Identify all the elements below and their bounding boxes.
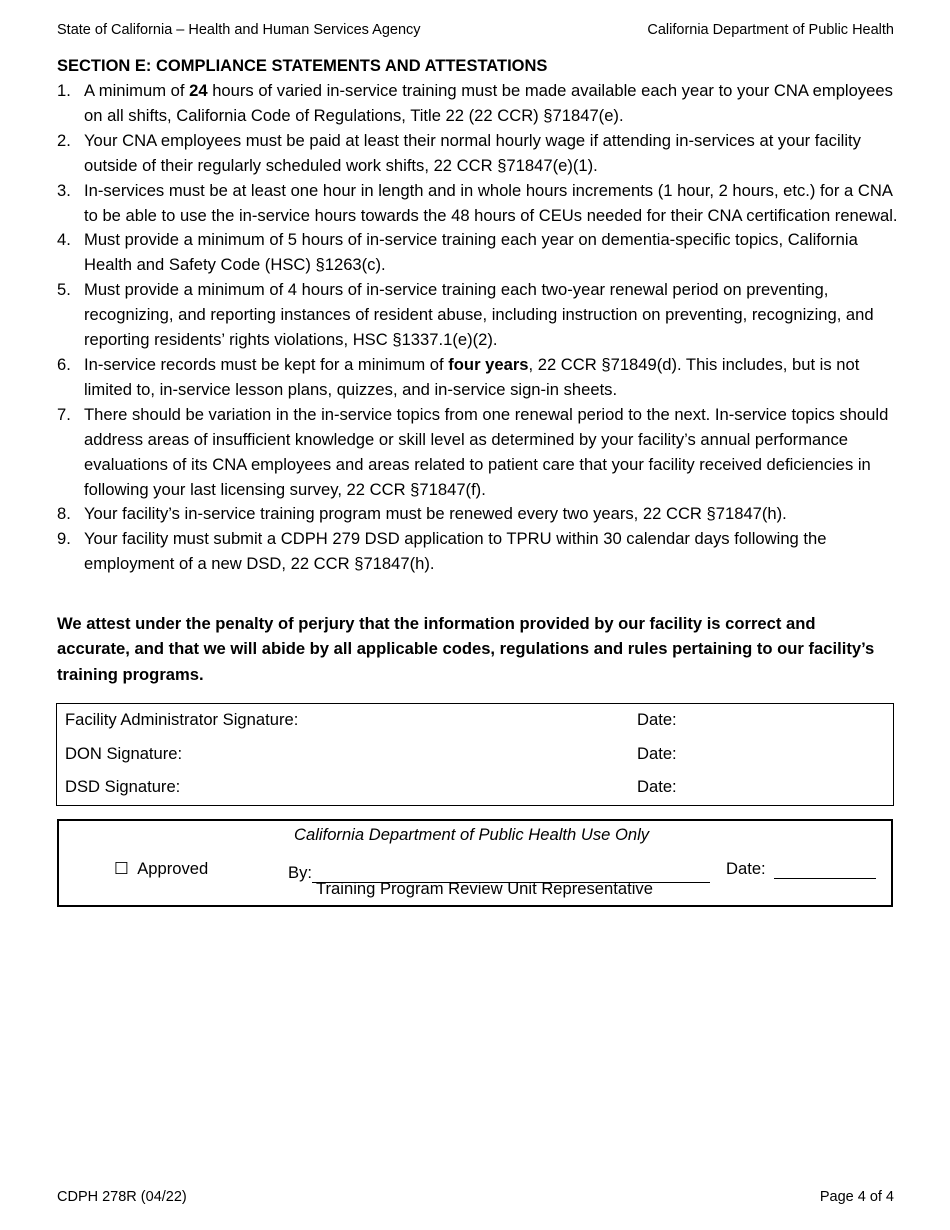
signature-box — [56, 703, 894, 806]
cdph-date-line[interactable] — [774, 862, 876, 879]
don-signature-field[interactable]: DON Signature: — [65, 744, 183, 763]
list-item: 4. Must provide a minimum of 5 hours of in-service training each year on dementia-specific topics, California Health and Safety Code (HSC) §1263(c). — [57, 230, 858, 275]
page-number: Page 4 of 4 — [819, 1189, 894, 1205]
administrator-signature-field[interactable]: Facility Administrator Signature: — [65, 710, 299, 729]
cdph-use-only-box — [57, 819, 893, 907]
department-header: California Department of Public Health — [647, 22, 894, 38]
list-item: 3. In-services must be at least one hour in length and in whole hours increments (1 hour, 2 hours, etc.) for a CNA to be able to use the in-service hours towards the 48 hours of CEUs needed for their CNA certification renewal. — [57, 180, 898, 225]
representative-label: Training Program Review Unit Representative — [316, 879, 653, 898]
form-number: CDPH 278R (04/22) — [57, 1189, 187, 1205]
list-item: 2. Your CNA employees must be paid at least their normal hourly wage if attending in-services at your facility outside of their regularly scheduled work shifts, 22 CCR §71847(e)(1). — [57, 130, 861, 175]
list-item: 1. A minimum of 24 hours of varied in-service training must be made available each year to your CNA employees on all shifts, California Code of Regulations, Title 22 (22 CCR) §71847(e). — [57, 81, 893, 125]
list-item: 6. In-service records must be kept for a minimum of four years, 22 CCR §71849(d). This includes, but is not limited to, in-service lesson plans, quizzes, and in-service sign-in sheets. — [57, 354, 860, 399]
agency-header: State of California – Health and Human Services Agency — [57, 22, 421, 38]
checkbox-icon[interactable]: ☐ — [114, 859, 129, 878]
compliance-list — [57, 79, 902, 577]
cdph-date-label: Date: — [726, 859, 766, 878]
list-item: 7. There should be variation in the in-service topics from one renewal period to the next. In-service topics should address areas of insufficient knowledge or skill level as determined by your facility’s annual performance evaluations of its CNA employees and areas related to patient care that your facility received deficiencies in following your last licensing survey, 22 CCR §71847(f). — [57, 404, 889, 499]
administrator-date-field[interactable]: Date: — [637, 710, 677, 729]
list-item: 8. Your facility’s in-service training program must be renewed every two years, 22 CCR §71847(h). — [57, 504, 787, 524]
section-title: SECTION E: COMPLIANCE STATEMENTS AND ATTESTATIONS — [57, 57, 548, 75]
by-label: By: — [288, 863, 312, 882]
list-item: 5. Must provide a minimum of 4 hours of in-service training each two-year renewal period on preventing, recognizing, and reporting instances of resident abuse, including instruction on preventing, recognizing, and reporting residents’ rights violations, HSC §1337.1(e)(2). — [57, 280, 874, 350]
don-date-field[interactable]: Date: — [637, 744, 677, 763]
cdph-date-field[interactable] — [726, 859, 876, 879]
approved-checkbox[interactable] — [114, 859, 208, 879]
approved-label: Approved — [137, 859, 209, 878]
attestation-statement: We attest under the penalty of perjury that the information provided by our facility is correct and accurate, and that we will abide by all applicable codes, regulations and rules pertaining to our facility’s training programs. — [57, 614, 875, 684]
list-item: 9. Your facility must submit a CDPH 279 DSD application to TPRU within 30 calendar days following the employment of a new DSD, 22 CCR §71847(h). — [57, 529, 827, 574]
dsd-signature-field[interactable]: DSD Signature: — [65, 777, 181, 796]
dsd-date-field[interactable]: Date: — [637, 777, 677, 796]
cdph-use-title: California Department of Public Health Use Only — [294, 825, 650, 844]
